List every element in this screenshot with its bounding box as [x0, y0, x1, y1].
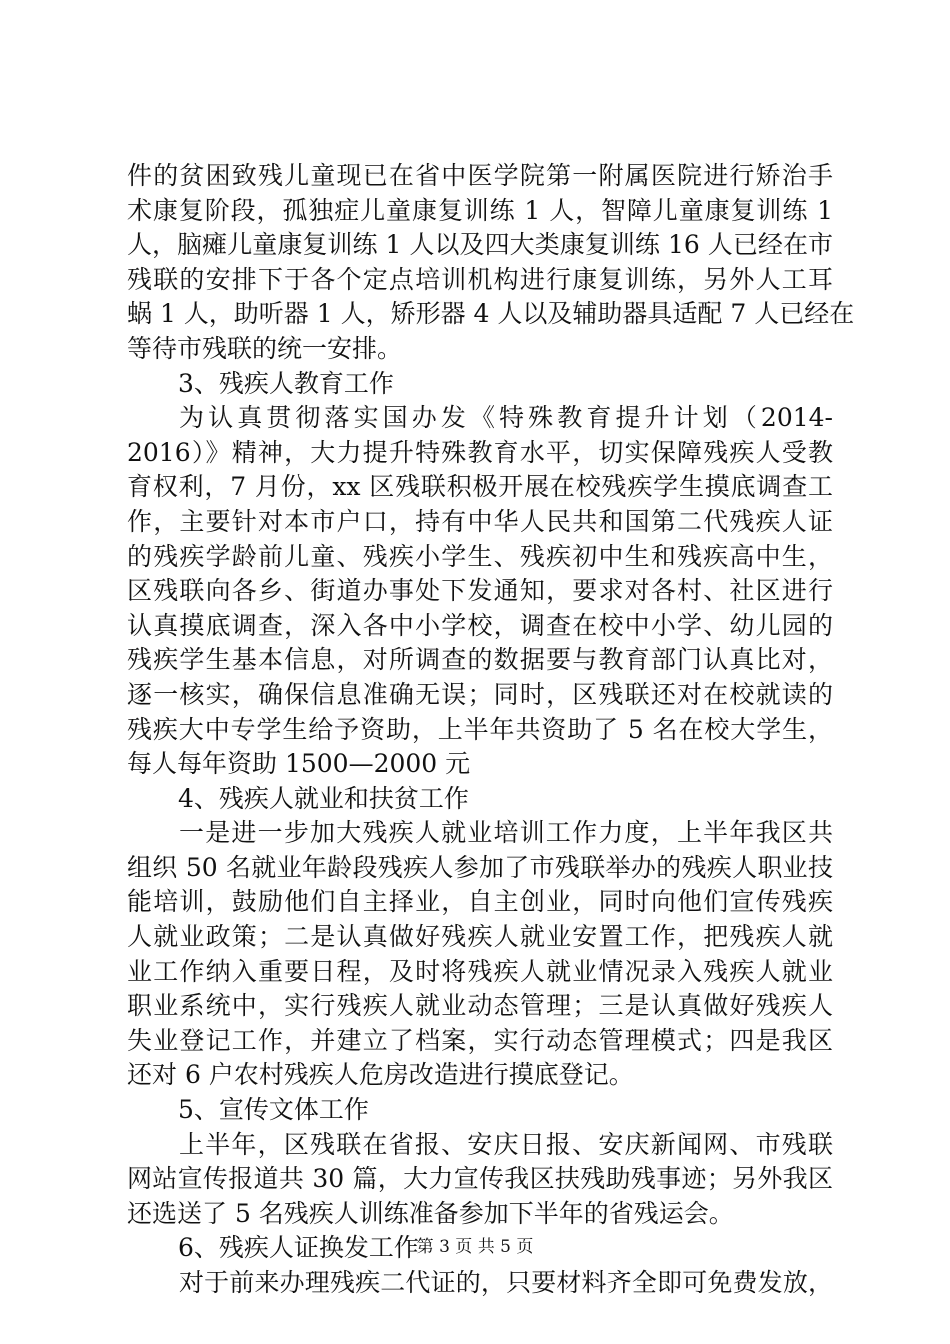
text-line: 为认真贯彻落实国办发《特殊教育提升计划（2014- — [179, 403, 833, 433]
text-line: 作，主要针对本市户口，持有中华人民共和国第二代残疾人证 — [127, 506, 833, 536]
text-line: 术康复阶段，孤独症儿童康复训练 1 人，智障儿童康复训练 1 — [127, 195, 833, 225]
text-line: 残疾大中专学生给予资助，上半年共资助了 5 名在校大学生， — [127, 714, 833, 744]
section-heading: 3、残疾人教育工作 — [178, 368, 394, 398]
text-line: 能培训，鼓励他们自主择业，自主创业，同时向他们宣传残疾 — [127, 887, 833, 917]
text-line: 上半年，区残联在省报、安庆日报、安庆新闻网、市残联 — [179, 1129, 833, 1159]
section-heading: 4、残疾人就业和扶贫工作 — [178, 783, 469, 813]
text-line: 组织 50 名就业年龄段残疾人参加了市残联举办的残疾人职业技 — [127, 852, 833, 882]
text-line: 育权利，7 月份，xx 区残联积极开展在校残疾学生摸底调查工 — [127, 472, 833, 502]
text-line: 人就业政策；二是认真做好残疾人就业安置工作，把残疾人就 — [127, 922, 833, 952]
text-line: 对于前来办理残疾二代证的，只要材料齐全即可免费发放， — [179, 1268, 833, 1297]
text-line: 人，脑瘫儿童康复训练 1 人以及四大类康复训练 16 人已经在市 — [127, 230, 833, 260]
text-line: 每人每年资助 1500—2000 元 — [127, 749, 471, 779]
text-line: 业工作纳入重要日程，及时将残疾人就业情况录入残疾人就业 — [127, 956, 833, 986]
text-line: 逐一核实，确保信息准确无误；同时，区残联还对在校就读的 — [127, 679, 833, 709]
text-line: 职业系统中，实行残疾人就业动态管理；三是认真做好残疾人 — [127, 991, 833, 1021]
text-line: 网站宣传报道共 30 篇，大力宣传我区扶残助残事迹；另外我区 — [127, 1164, 833, 1194]
text-line: 件的贫困致残儿童现已在省中医学院第一附属医院进行矫治手 — [127, 161, 833, 190]
text-line: 认真摸底调查，深入各中小学校，调查在校中小学、幼儿园的 — [127, 610, 833, 640]
text-line: 一是进一步加大残疾人就业培训工作力度，上半年我区共 — [179, 818, 833, 848]
text-line: 蜗 1 人，助听器 1 人，矫形器 4 人以及辅助器具适配 7 人已经在 — [127, 299, 855, 329]
text-line: 2016）》精神，大力提升特殊教育水平，切实保障残疾人受教 — [127, 437, 833, 467]
text-line: 的残疾学龄前儿童、残疾小学生、残疾初中生和残疾高中生， — [127, 541, 833, 571]
text-line: 失业登记工作，并建立了档案，实行动态管理模式；四是我区 — [127, 1025, 833, 1055]
section-heading: 5、宣传文体工作 — [178, 1095, 369, 1125]
text-line: 还选送了 5 名残疾人训练准备参加下半年的省残运会。 — [127, 1198, 734, 1228]
text-line: 还对 6 户农村残疾人危房改造进行摸底登记。 — [127, 1060, 634, 1090]
text-line: 残联的安排下于各个定点培训机构进行康复训练，另外人工耳 — [127, 264, 833, 294]
document-body — [127, 159, 855, 1301]
text-line: 等待市残联的统一安排。 — [127, 333, 403, 363]
text-line: 区残联向各乡、街道办事处下发通知，要求对各村、社区进行 — [127, 576, 833, 606]
page-footer: 第 3 页 共 5 页 — [416, 1237, 534, 1257]
text-line: 残疾学生基本信息，对所调查的数据要与教育部门认真比对， — [127, 645, 833, 675]
section-heading: 6、残疾人证换发工作 — [178, 1233, 419, 1263]
